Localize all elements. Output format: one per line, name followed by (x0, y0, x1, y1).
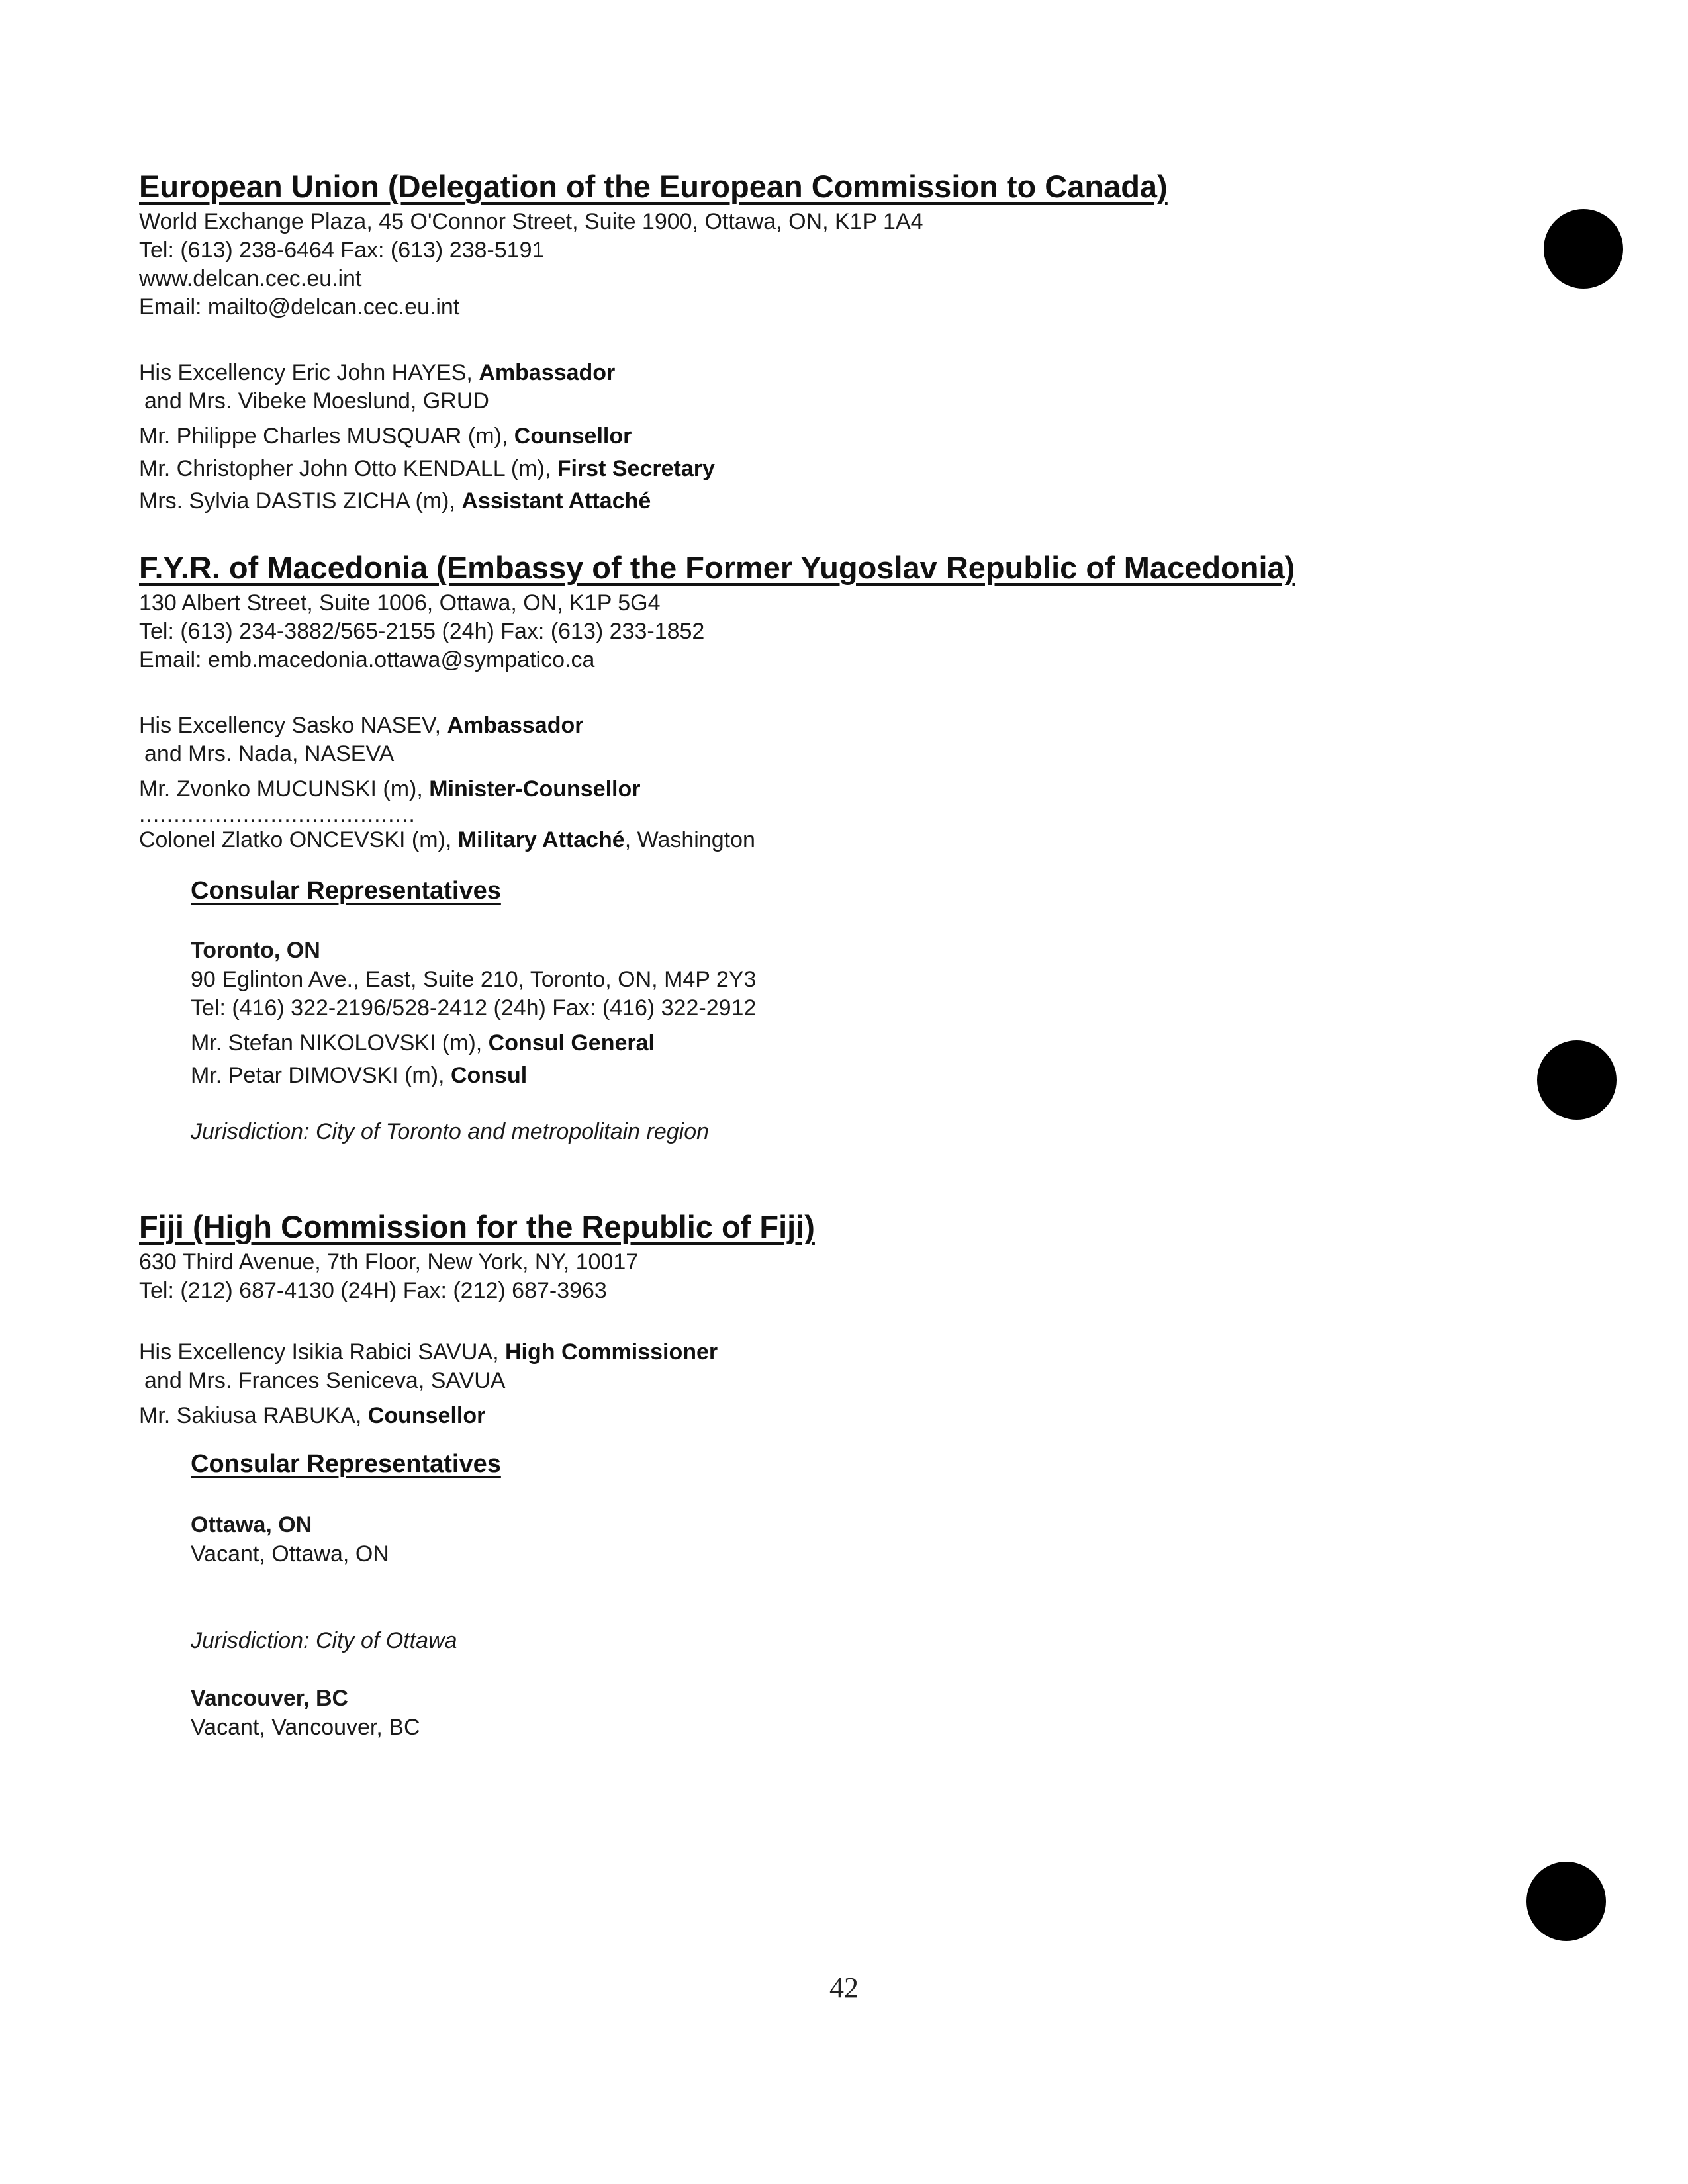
entry-macedonia (139, 551, 1463, 1146)
phone-fax: Tel: (613) 238-6464 Fax: (613) 238-5191 (139, 238, 545, 263)
entry-title: F.Y.R. of Macedonia (Embassy of the Former Yugoslav Republic of Macedonia) (139, 550, 1295, 585)
staff-member: Colonel Zlatko ONCEVSKI (m), Military Attaché, Washington (139, 827, 755, 852)
consular-phone-fax: Tel: (416) 322-2196/528-2412 (24h) Fax: (416) 322-2912 (191, 995, 757, 1021)
consular-city: Vancouver, BC (191, 1686, 349, 1711)
head-of-mission: His Excellency Eric John HAYES, Ambassador (139, 360, 616, 385)
address: 630 Third Avenue, 7th Floor, New York, NY, 10017 (139, 1250, 639, 1275)
consular-heading: Consular Representatives (191, 1450, 501, 1478)
staff-member: Mr. Sakiusa RABUKA, Counsellor (139, 1403, 486, 1428)
staff-member: Mr. Christopher John Otto KENDALL (m), First Secretary (139, 456, 715, 481)
entry-fiji (139, 1210, 1463, 1742)
staff-member: Mrs. Sylvia DASTIS ZICHA (m), Assistant Attaché (139, 488, 651, 514)
consular-staff: Mr. Petar DIMOVSKI (m), Consul (191, 1063, 528, 1088)
consular-city: Ottawa, ON (191, 1512, 312, 1537)
head-of-mission: His Excellency Isikia Rabici SAVUA, High Commissioner (139, 1340, 718, 1365)
staff-member: Mr. Zvonko MUCUNSKI (m), Minister-Counsellor (139, 776, 641, 801)
address: 130 Albert Street, Suite 1006, Ottawa, ON, K1P 5G4 (139, 590, 661, 615)
entry-european-union (139, 169, 1463, 516)
spouse: and Mrs. Vibeke Moeslund, GRUD (144, 388, 489, 414)
staff-member: Mr. Philippe Charles MUSQUAR (m), Counsellor (139, 424, 632, 449)
consular-representatives (191, 1449, 1463, 1742)
email: Email: mailto@delcan.cec.eu.int (139, 295, 460, 320)
address: World Exchange Plaza, 45 O'Connor Street, Suite 1900, Ottawa, ON, K1P 1A4 (139, 209, 923, 234)
punch-hole (1544, 209, 1623, 289)
phone-fax: Tel: (212) 687-4130 (24H) Fax: (212) 687-3963 (139, 1278, 607, 1303)
spouse: and Mrs. Frances Seniceva, SAVUA (144, 1368, 506, 1393)
consular-address: Vacant, Vancouver, BC (191, 1715, 420, 1740)
spouse: and Mrs. Nada, NASEVA (144, 741, 395, 766)
jurisdiction: Jurisdiction: City of Toronto and metropolitain region (191, 1119, 710, 1144)
consular-representatives (191, 876, 1463, 1146)
phone-fax: Tel: (613) 234-3882/565-2155 (24h) Fax: (613) 233-1852 (139, 619, 705, 644)
entry-title: Fiji (High Commission for the Republic of Fiji) (139, 1209, 815, 1244)
entry-title: European Union (Delegation of the European Commission to Canada) (139, 169, 1168, 204)
consular-city: Toronto, ON (191, 938, 320, 963)
consular-staff: Mr. Stefan NIKOLOVSKI (m), Consul General (191, 1030, 655, 1056)
website: www.delcan.cec.eu.int (139, 266, 362, 291)
email: Email: emb.macedonia.ottawa@sympatico.ca (139, 647, 595, 672)
punch-hole (1537, 1040, 1617, 1120)
page-number: 42 (829, 1972, 859, 2004)
separator-dots: ........................................ (139, 802, 416, 827)
consular-address: Vacant, Ottawa, ON (191, 1541, 389, 1567)
consular-address: 90 Eglinton Ave., East, Suite 210, Toronto, ON, M4P 2Y3 (191, 967, 757, 992)
consular-heading: Consular Representatives (191, 877, 501, 905)
jurisdiction: Jurisdiction: City of Ottawa (191, 1628, 457, 1653)
punch-hole (1526, 1862, 1606, 1941)
head-of-mission: His Excellency Sasko NASEV, Ambassador (139, 713, 584, 738)
